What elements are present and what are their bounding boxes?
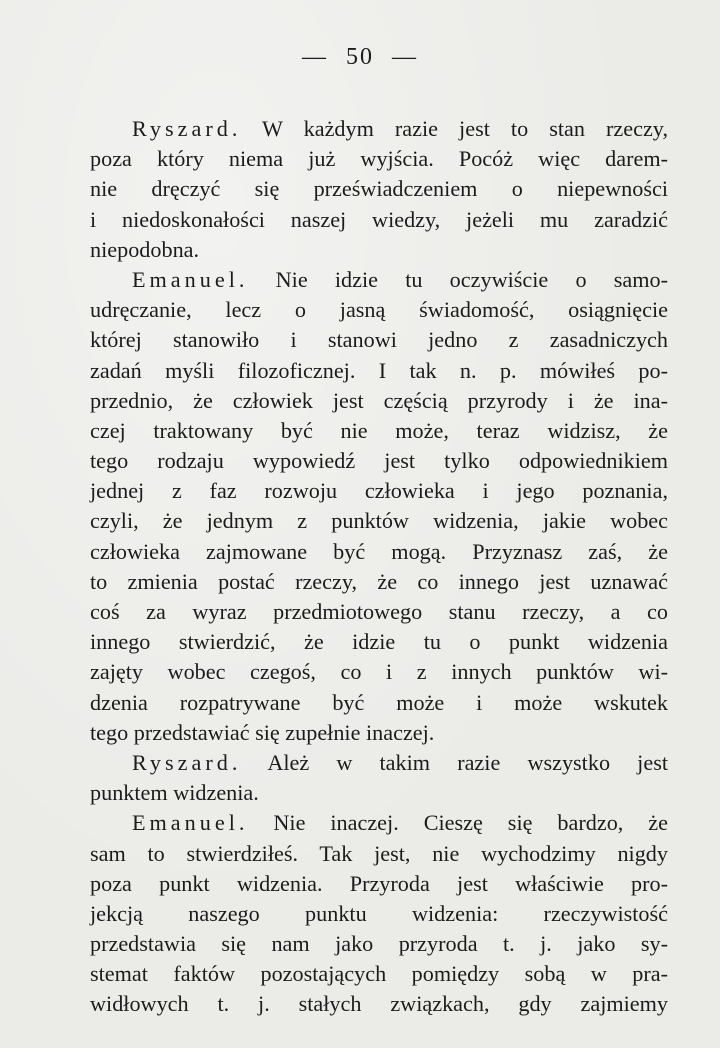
line-text: W każdym razie jest to stan rzeczy, — [262, 116, 668, 141]
text-line: nie dręczyć się przeświadczeniem o niepewności — [90, 176, 668, 202]
text-line — [90, 748, 668, 778]
text-line: tego przedstawiać się zupełnie inaczej. — [90, 719, 435, 745]
text-line: jednej z faz rozwoju człowieka i jego poznania, — [90, 478, 668, 504]
dash-right: — — [392, 44, 418, 70]
page-number: 50 — [346, 44, 374, 70]
text-line: stemat faktów pozostających pomiędzy sobą w pra- — [90, 961, 668, 987]
text-line: punktem widzenia. — [90, 780, 259, 806]
line-text: Nie inaczej. Cieszę się bardzo, że — [273, 810, 668, 836]
text-line — [90, 808, 668, 838]
text-line: innego stwierdzić, że idzie tu o punkt widzenia — [90, 629, 668, 655]
text-line: poza punkt widzenia. Przyroda jest właściwie pro- — [90, 870, 668, 896]
speaker-name: Emanuel. — [132, 810, 249, 836]
dash-left: — — [302, 44, 328, 70]
text-line: zajęty wobec czegoś, co i z innych punktów wi- — [90, 659, 668, 685]
text-line: której stanowiło i stanowi jedno z zasadniczych — [90, 327, 668, 353]
text-line: przednio, że człowiek jest częścią przyrody i że ina- — [90, 387, 668, 413]
text-line — [90, 265, 668, 295]
text-line: dzenia rozpatrywane być może i może wskutek — [90, 689, 668, 715]
speaker-name: Ryszard. — [132, 116, 242, 141]
text-line: niepodobna. — [90, 236, 200, 262]
body-text — [90, 114, 668, 1020]
text-line: zadań myśli filozoficznej. I tak n. p. mówiłeś po- — [90, 357, 668, 383]
text-line — [90, 114, 668, 144]
line-text: Ależ w takim razie wszystko jest — [267, 749, 668, 775]
line-text: Nie idzie tu oczywiście o samo- — [275, 266, 668, 292]
text-line: coś za wyraz przedmiotowego stanu rzeczy, a co — [90, 599, 668, 624]
text-line: poza który niema już wyjścia. Pocóż więc darem- — [90, 146, 668, 172]
speaker-name: Emanuel. — [132, 266, 249, 292]
text-line: i niedoskonałości naszej wiedzy, jeżeli mu zaradzić — [90, 206, 668, 232]
page-number-header — [0, 44, 720, 71]
text-line: człowieka zajmowane być mogą. Przyznasz zaś, że — [90, 538, 668, 564]
text-line: to zmienia postać rzeczy, że co innego jest uznawać — [90, 568, 668, 594]
text-line: tego rodzaju wypowiedź jest tylko odpowiednikiem — [90, 448, 668, 474]
text-line: czyli, że jednym z punktów widzenia, jakie wobec — [90, 508, 668, 534]
speaker-name: Ryszard. — [132, 749, 242, 775]
text-line: sam to stwierdziłeś. Tak jest, nie wychodzimy nigdy — [90, 840, 668, 866]
text-line: udręczanie, lecz o jasną świadomość, osiągnięcie — [90, 297, 668, 323]
text-line: widłowych t. j. stałych związkach, gdy zajmiemy — [90, 991, 668, 1017]
text-line: przedstawia się nam jako przyroda t. j. jako sy- — [90, 931, 668, 957]
text-line: jekcją naszego punktu widzenia: rzeczywistość — [90, 900, 668, 926]
text-line: czej traktowany być nie może, teraz widzisz, że — [90, 417, 668, 443]
